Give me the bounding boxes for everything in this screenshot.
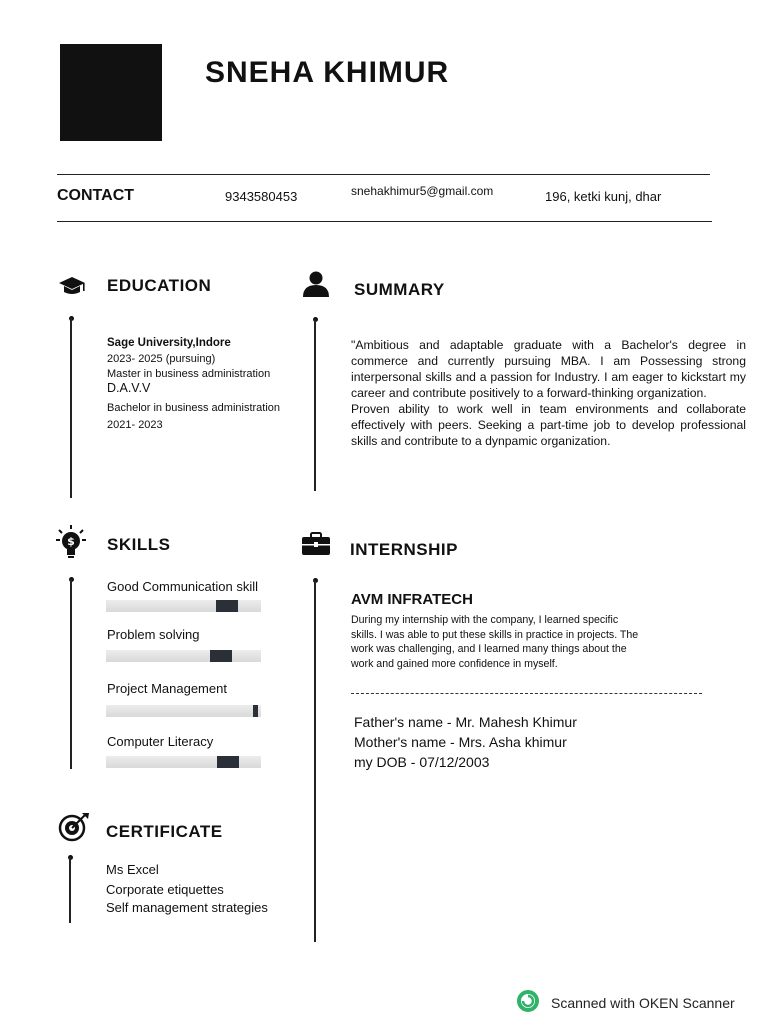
contact-phone: 9343580453: [225, 189, 298, 204]
dashed-divider: [351, 693, 702, 694]
date-of-birth: my DOB - 07/12/2003: [354, 754, 490, 770]
skill-bar: [106, 756, 261, 768]
skills-title: SKILLS: [107, 535, 171, 554]
education-title: EDUCATION: [107, 276, 212, 295]
skill-label: Project Management: [107, 681, 227, 696]
profile-photo: [60, 44, 162, 141]
certificate-title: CERTIFICATE: [106, 822, 223, 841]
candidate-name: SNEHA KHIMUR: [205, 56, 450, 89]
oken-scanner-logo-icon: [517, 990, 543, 1015]
target-icon: [58, 812, 90, 847]
user-icon: [302, 270, 330, 303]
lightbulb-dollar-icon: [56, 525, 86, 566]
internship-description: [351, 613, 703, 671]
certificate-item: Ms Excel: [106, 862, 159, 877]
skills-timeline: [70, 579, 72, 769]
internship-line: work and gained more confidence in myself.: [351, 657, 558, 670]
internship-timeline: [314, 580, 316, 942]
mother-name: Mother's name - Mrs. Asha khimur: [354, 734, 567, 750]
summary-text: [351, 337, 746, 449]
skill-bar: [106, 600, 261, 612]
education-school: D.A.V.V: [107, 381, 151, 395]
internship-line: work was challenging, and I learned many things about the: [351, 643, 627, 655]
graduation-cap-icon: [58, 275, 86, 302]
education-timeline: [70, 318, 72, 498]
summary-title: SUMMARY: [354, 280, 445, 299]
skill-bar-fill: [210, 650, 232, 662]
certificate-item: Corporate etiquettes: [106, 882, 224, 897]
education-degree: Bachelor in business administration: [107, 402, 281, 414]
skill-bar: [106, 705, 261, 717]
skill-bar: [106, 650, 261, 662]
divider-top: [57, 174, 710, 175]
scanner-watermark: [517, 990, 735, 1015]
svg-text:$: $: [67, 535, 75, 548]
skill-label: Computer Literacy: [107, 734, 214, 749]
contact-email: snehakhimur5@gmail.com: [351, 184, 494, 198]
personal-details: [354, 712, 577, 772]
certificate-timeline: [69, 857, 71, 923]
contact-label: CONTACT: [57, 187, 135, 204]
summary-paragraph: Proven ability to work well in team environments and collaborate effectively with peers. Seeking a part-time job to develop professional skills and contribute to a dynpamic organization.: [351, 402, 746, 448]
internship-company: AVM INFRATECH: [351, 591, 473, 608]
certificate-item: Self management strategies: [106, 900, 268, 915]
skill-bar-fill: [216, 600, 238, 612]
education-school: Sage University,Indore: [107, 337, 231, 349]
summary-paragraph: "Ambitious and adaptable graduate with a Bachelor's degree in commerce and currently pursuing MBA. I am Possessing strong interpersonal skills and a passion for Industry. I am eager to kickstart my career and contribute positively to a forward-thinking organization.: [351, 338, 746, 400]
summary-timeline: [314, 319, 316, 491]
skill-bar-fill: [217, 756, 239, 768]
internship-title: INTERNSHIP: [350, 540, 458, 559]
father-name: Father's name - Mr. Mahesh Khimur: [354, 714, 577, 730]
education-years: 2021- 2023: [107, 419, 163, 431]
skill-bar-fill: [253, 705, 258, 717]
skill-label: Problem solving: [107, 627, 200, 642]
internship-line: skills. I was able to put these skills in practice in projects. The: [351, 628, 639, 641]
skill-label: Good Communication skill: [107, 579, 259, 594]
scanner-watermark-text: Scanned with OKEN Scanner: [551, 994, 735, 1011]
education-years: 2023- 2025 (pursuing): [107, 353, 216, 365]
briefcase-icon: [301, 532, 331, 561]
divider-bottom: [57, 221, 712, 222]
contact-address: 196, ketki kunj, dhar: [545, 189, 662, 204]
internship-line: During my internship with the company, I learned specific: [351, 614, 619, 626]
education-degree: Master in business administration: [107, 368, 271, 380]
